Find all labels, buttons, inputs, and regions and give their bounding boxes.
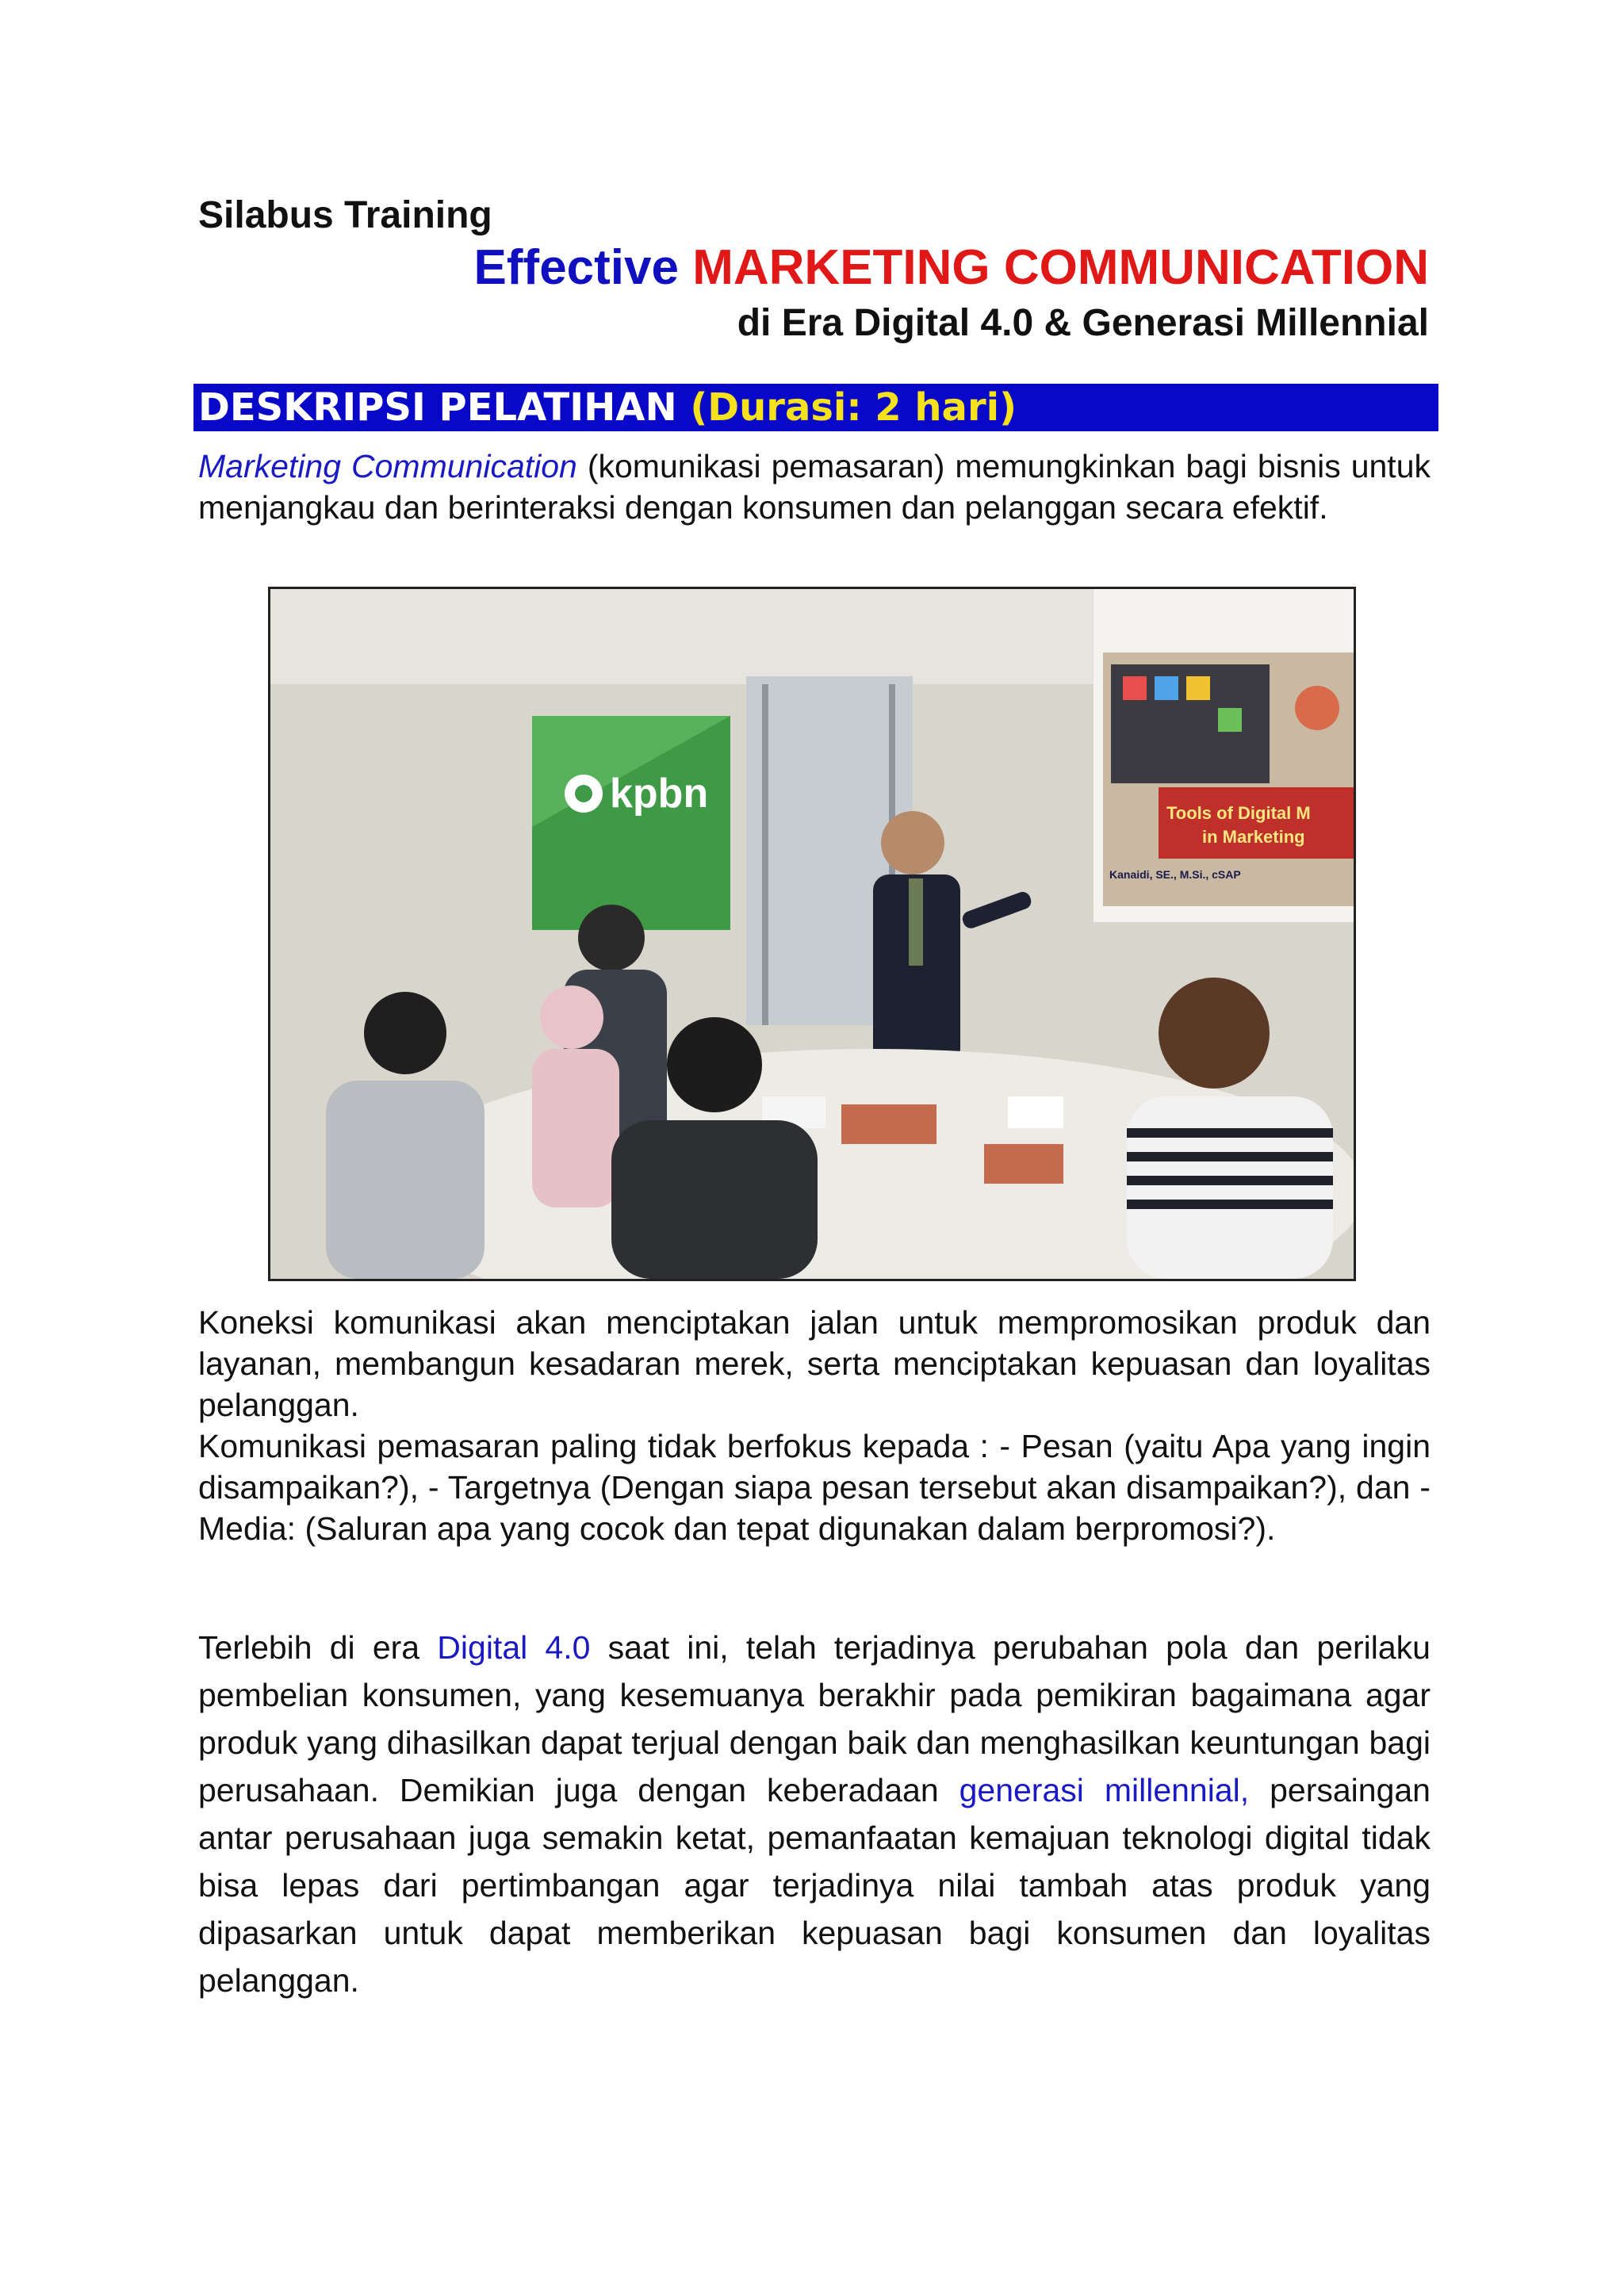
- slide-title-1: Tools of Digital M: [1166, 803, 1311, 823]
- generasi-millennial-link: generasi millennial,: [959, 1772, 1250, 1808]
- body-paragraph-2: [198, 1302, 1431, 1549]
- digital-4-0-link: Digital 4.0: [437, 1629, 591, 1666]
- title-marketing-communication: MARKETING COMMUNICATION: [692, 240, 1429, 295]
- training-photo-illustration: [270, 589, 1354, 1279]
- body-paragraph-3: [198, 1624, 1431, 2004]
- body-paragraph-2a: Koneksi komunikasi akan menciptakan jalan untuk mempromosikan produk dan layanan, membangun kesadaran merek, serta menciptakan kepuasan dan loyalitas pelanggan.: [198, 1304, 1431, 1423]
- slide-presenter: Kanaidi, SE., M.Si., cSAP: [1109, 868, 1241, 881]
- body-paragraph-2b: Komunikasi pemasaran paling tidak berfokus kepada : - Pesan (yaitu Apa yang ingin disampaikan?), - Targetnya (Dengan siapa pesan tersebut akan disampaikan?), dan - Media: (Saluran apa yang cocok dan tepat digunakan dalam berpromosi?).: [198, 1428, 1431, 1547]
- slide-title-2: in Marketing: [1202, 827, 1305, 847]
- syllabus-label: Silabus Training: [198, 194, 492, 236]
- p3-text-2: saat ini, telah terjadinya perubahan pola dan perilaku pembelian konsumen, yang kesemuanya berakhir pada pemikiran bagaimana agar produk yang dihasilkan dapat terjual dengan baik dan menghasilkan keuntungan bagi perusahaan. Demikian juga dengan keberadaan: [198, 1629, 1431, 1808]
- section-heading-bar: [193, 384, 1438, 431]
- p3-text-1: Terlebih di era: [198, 1629, 438, 1666]
- intro-paragraph: [198, 446, 1431, 528]
- section-heading: DESKRIPSI PELATIHAN: [198, 385, 677, 430]
- title-effective: Effective: [473, 240, 679, 295]
- intro-text: (komunikasi pemasaran) memungkinkan bagi bisnis untuk menjangkau dan berinteraksi dengan konsumen dan pelanggan secara efektif.: [198, 448, 1431, 526]
- wall-logo-text: kpbn: [610, 771, 709, 817]
- p3-text-3: persaingan antar perusahaan juga semakin ketat, pemanfaatan kemajuan teknologi digital tidak bisa lepas dari pertimbangan agar terjadinya nilai tambah atas produk yang dipasarkan untuk dapat memberikan kepuasan bagi konsumen dan loyalitas pelanggan.: [198, 1772, 1431, 1999]
- training-photo: [268, 587, 1356, 1281]
- page-title: [474, 239, 1429, 296]
- page-subtitle: di Era Digital 4.0 & Generasi Millennial: [737, 302, 1429, 344]
- section-duration: (Durasi: 2 hari): [690, 385, 1017, 430]
- intro-term: Marketing Communication: [198, 448, 577, 484]
